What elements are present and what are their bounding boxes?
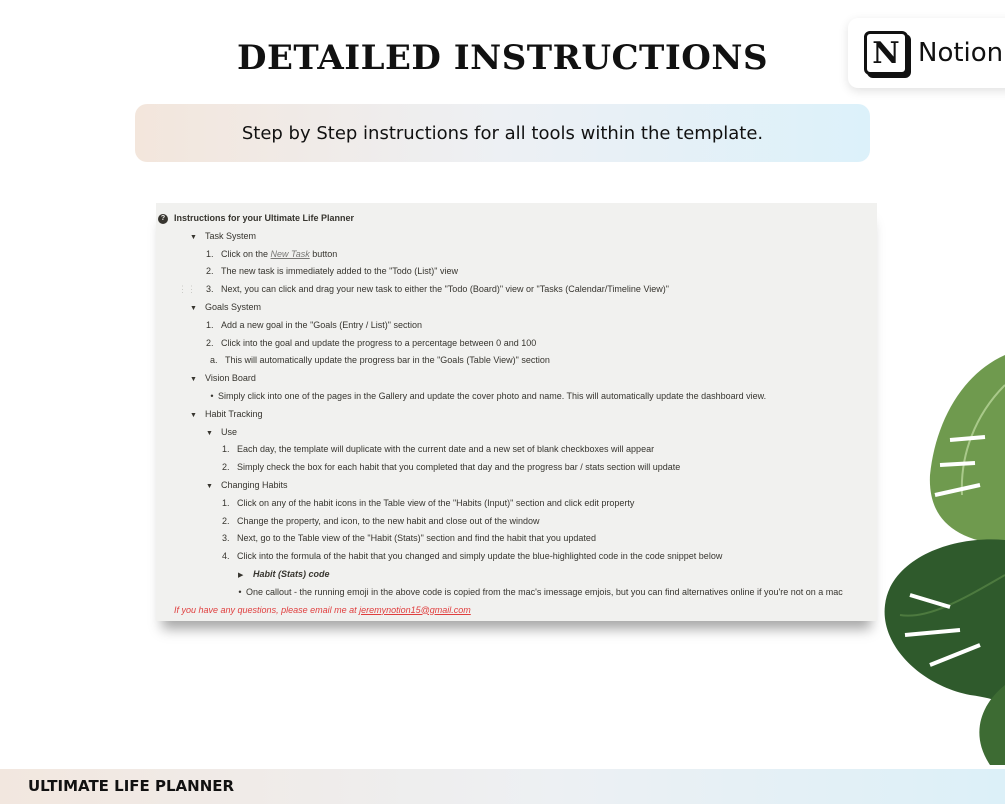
list-text: Click into the formula of the habit that you changed and simply update the blue-highlighted code in the code snippet below <box>237 551 723 562</box>
list-text: Simply check the box for each habit that you completed that day and the progress bar / stats section will update <box>237 462 681 473</box>
toggle-goals-system[interactable] <box>156 299 877 317</box>
list-text: Click on the <box>221 248 271 259</box>
toggle-use[interactable] <box>156 424 877 442</box>
list-text: Click into the goal and update the progress to a percentage between 0 and 100 <box>221 337 537 348</box>
list-text: Change the property, and icon, to the new habit and close out of the window <box>237 515 540 526</box>
list-text: Click on any of the habit icons in the Table view of the "Habits (Input)" section and click edit property <box>237 497 635 508</box>
list-text: Each day, the template will duplicate with the current date and a new set of blank checkboxes will appear <box>237 444 655 455</box>
toggle-open-icon[interactable]: ▼ <box>190 411 197 419</box>
list-item <box>156 513 877 531</box>
monstera-leaf-decoration <box>880 345 1005 765</box>
toggle-label: Changing Habits <box>221 479 288 490</box>
list-number: 1. <box>206 319 214 330</box>
list-text: button <box>309 248 338 259</box>
contact-email-link[interactable]: jeremynotion15@gmail.com <box>359 604 471 615</box>
toggle-label: Habit (Stats) code <box>253 568 330 579</box>
list-number: 3. <box>222 533 230 544</box>
toggle-label: Task System <box>205 230 257 241</box>
instructions-document <box>156 203 877 621</box>
list-item <box>156 335 877 353</box>
leaf-lower <box>885 539 1005 705</box>
list-text: Add a new goal in the "Goals (Entry / List)" section <box>221 319 422 330</box>
list-item <box>156 352 877 370</box>
contact-text: If you have any questions, please email me at <box>174 604 360 615</box>
notion-logo-icon: N <box>864 31 908 75</box>
footer-bar <box>0 769 1005 804</box>
list-letter: a. <box>210 355 218 366</box>
list-number: 1. <box>222 497 230 508</box>
list-item <box>156 441 877 459</box>
toggle-label: Vision Board <box>205 373 256 384</box>
doc-heading-row[interactable] <box>156 210 877 228</box>
list-item <box>156 530 877 548</box>
toggle-open-icon[interactable]: ▼ <box>206 429 213 437</box>
list-item <box>156 317 877 335</box>
list-text: Next, go to the Table view of the "Habit (Stats)" section and find the habit that you updated <box>237 533 596 544</box>
toggle-habit-tracking[interactable] <box>156 406 877 424</box>
contact-line <box>156 602 877 620</box>
list-number: 2. <box>222 462 230 473</box>
list-text: This will automatically update the progress bar in the "Goals (Table View)" section <box>225 355 550 366</box>
list-number: 3. <box>206 284 214 295</box>
toggle-task-system[interactable] <box>156 228 877 246</box>
list-item <box>156 263 877 281</box>
bullet-icon: • <box>238 586 242 597</box>
help-circle-icon: ? <box>158 214 168 224</box>
toggle-habit-stats-code[interactable] <box>156 566 877 584</box>
toggle-label: Use <box>221 426 238 437</box>
toggle-vision-board[interactable] <box>156 370 877 388</box>
list-number: 1. <box>206 248 214 259</box>
list-text: The new task is immediately added to the "Todo (List)" view <box>221 266 458 277</box>
notion-badge <box>848 18 1005 88</box>
list-text: One callout - the running emoji in the above code is copied from the mac's imessage emjois, but you can find alternatives online if you're not on a mac <box>246 586 843 597</box>
page-title: DETAILED INSTRUCTIONS <box>236 38 769 78</box>
list-number: 2. <box>222 515 230 526</box>
doc-heading: Instructions for your Ultimate Life Planner <box>174 213 355 223</box>
list-item <box>156 584 877 602</box>
toggle-changing-habits[interactable] <box>156 477 877 495</box>
toggle-open-icon[interactable]: ▼ <box>190 376 197 384</box>
notion-brand-label: Notion <box>918 38 1004 68</box>
toggle-open-icon[interactable]: ▼ <box>206 482 213 490</box>
list-number: 4. <box>222 551 230 562</box>
list-text: Next, you can click and drag your new task to either the "Todo (Board)" view or "Tasks (Calendar/Timeline View)" <box>221 284 669 295</box>
list-text: Simply click into one of the pages in the Gallery and update the cover photo and name. This will automatically update the dashboard view. <box>218 390 767 401</box>
footer-title: ULTIMATE LIFE PLANNER <box>28 777 235 795</box>
toggle-closed-icon[interactable]: ▶ <box>238 571 244 579</box>
toggle-open-icon[interactable]: ▼ <box>190 233 197 241</box>
list-item <box>156 495 877 513</box>
toggle-label: Goals System <box>205 301 262 312</box>
toggle-open-icon[interactable]: ▼ <box>190 304 197 312</box>
list-item <box>156 459 877 477</box>
list-item <box>156 281 877 299</box>
drag-handle-icon[interactable]: ⋮⋮ <box>178 284 196 295</box>
toggle-label: Habit Tracking <box>205 408 263 419</box>
bullet-icon: • <box>210 390 214 401</box>
list-item <box>156 388 877 406</box>
list-number: 2. <box>206 337 214 348</box>
list-item <box>156 548 877 566</box>
list-item <box>156 246 877 264</box>
subtitle-banner: Step by Step instructions for all tools within the template. <box>135 104 870 162</box>
list-number: 2. <box>206 266 214 277</box>
new-task-link[interactable]: New Task <box>270 248 310 259</box>
list-number: 1. <box>222 444 230 455</box>
